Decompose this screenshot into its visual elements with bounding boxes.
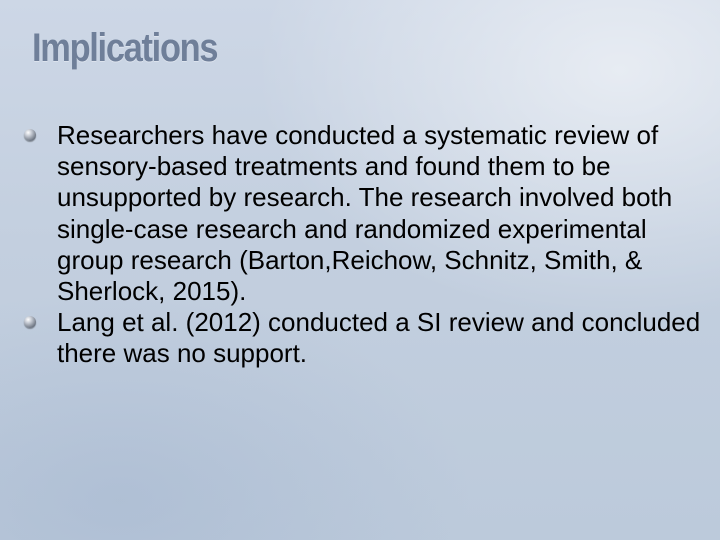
bullet-item	[22, 120, 702, 307]
bullet-item	[22, 307, 702, 369]
bullet-list	[22, 120, 702, 370]
bullet-text: Researchers have conducted a systematic review of sensory-based treatments and found them to be unsupported by research. The research involved both single-case research and randomized experimental group research (Barton,Reichow, Schnitz, Smith, & Sherlock, 2015).	[57, 120, 673, 307]
bullet-dot-icon	[24, 129, 36, 141]
bullet-text: Lang et al. (2012) conducted a SI review and concluded there was no support.	[57, 307, 701, 369]
slide-title: Implications	[32, 26, 218, 70]
bullet-dot-icon	[24, 316, 36, 328]
